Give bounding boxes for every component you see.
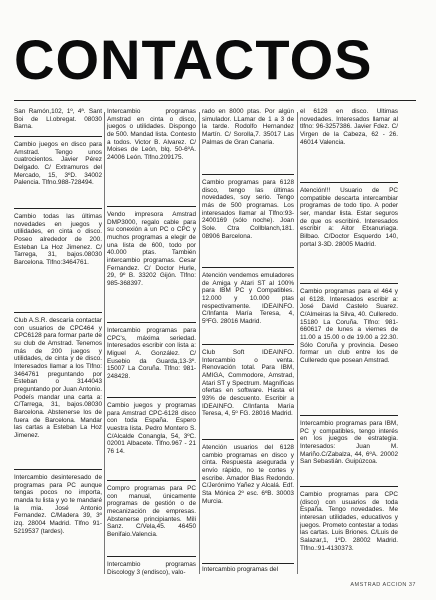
classified-ad: Cambio juegos y programas para Amstrad CPC-6128 disco con toda España. Espero vuestra lista. Pedro Montero S. C/Alcalde Conangla, 54, 3ºC. 02001 Albacete. Tlfno.967 - 21 76 14.: [107, 402, 196, 455]
ad-divider: [107, 480, 196, 481]
ad-divider: [300, 283, 398, 284]
classified-ad: Cambio programas para CPC (disco) con usuarios de toda España. Tengo novedades. Me interesan utilidades, educativos y juegos. Prometo contestar a todas las cartas. Luis Briones. C/Luis de Salazar,1, 1ºD. 28002 Madrid. Tlfno.:91-4130373.: [300, 491, 398, 552]
ad-divider: [14, 208, 102, 209]
column-divider: [297, 112, 298, 574]
classifieds-columns: [14, 108, 416, 578]
ad-divider: [107, 322, 196, 323]
column-divider: [199, 112, 200, 574]
ad-divider: [300, 486, 398, 487]
classified-ad: San Ramón,102, 1º, 4ª. Sant Boi de Ll.obregat. 08030 Barna.: [14, 108, 102, 131]
page-footer: AMSTRAD ACCION 37: [350, 582, 416, 588]
classified-ad: Intercambio programas para IBM, PC y compatibles, tengo interés en los juegos de estrategia. Interesados: Juan M. Mariño.C/Zabalza, 44, 6ºA. 20002 San Sebastián. Guipúzcoa.: [300, 420, 398, 466]
classified-ad: Cambio programas para 6128 disco, tengo las últimas novedades, soy serio. Tengo más de 500 programas. Los interesados llamar al Tlfno:93-2400169 (sólo noche). Joan Sole. Ctra Collblanch,181. 08906 Barcelona.: [202, 179, 294, 240]
title-rule: [14, 100, 416, 101]
column-1: [14, 108, 102, 578]
ad-divider: [202, 267, 294, 268]
column-3: [202, 108, 294, 578]
ad-divider: [107, 397, 196, 398]
ad-divider: [202, 174, 294, 175]
classified-ad: Intercambio programas para CPC's, máxima seriedad. Interesados escribir con lista a: Miguel A. González. C/ Eusebio da Guarda,13-3º. 15007 La Coruña. Tlfno: 981-248428.: [107, 327, 196, 380]
classified-ad: Cambio programas para el 464 y el 6128. Interesados escribir a: José David Castelo Suarez. C/Almeiras la Silva, 40. Culleredo. 15180 La Coruña. Tlfno: 981-660617 de lunes a viernes de 11.00 a 15.00 o de 19.00 a 22.30. Sólo Coruña y provincia. Deseo formar un club entre los de Culleredo que posean Amstrad.: [300, 288, 398, 364]
classified-ad: rado en 8000 ptas. Por algún simulador. LLamar de 1 a 3 de la tarde. Rodolfo Hernandez Martín. C/ Sorolla,7. 35017 Las Palmas de Gran Canaria.: [202, 108, 294, 146]
classified-ad: Club A.S.R. descaría contactar con usuarios de CPC464 y CPC6128 para formar parte de su club de Amstrad. Tenemos más de 200 juegos y utilidades, de cinta y de disco. Interesados llamar a los Tlfno: 3464761 preguntando por Esteban o 3144043 preguntando por Juan Antonio. Podeís mandar una carta a: C/Tarrega, 31, bajos.08030 Barcelona. Abstenerse los de fuera de Barcelona. Mandar las cartas a Esteban La Hoz Jimenez.: [14, 317, 102, 439]
ad-divider: [14, 312, 102, 313]
classified-ad: Intercambio desinteresado de programas para PC aunque tengas pocos no importa, manda tu lista y yo te mandaré la mia. José Antonio Fernandez. C/Madera 39, 3º izq. 28004 Madrid. Tlfno 91-5219537 (tardes).: [14, 474, 102, 535]
classified-ad: Intercambio programas Discology 3 (endisco), valo-: [107, 561, 196, 576]
classified-ad: Intercambio programas Amstrad en cinta o disco, juegos o utilidades. Dispongo de 500. Mandad lista. Contesto a todos. Victor B. Alvarez. C/ Moises de León, blq. 50-6ºA. 24006 León. Tlfno.209175.: [107, 108, 196, 161]
classified-ad: Cambio todas las últimas novedades en juegos y utilidades, en cinta o disco. Poseo alrededor de 200. Esteban La Hoz Jimenez. C/ Tarrega, 31, bajos.08030 Barcelona. Tlfno:3464761.: [14, 213, 102, 266]
ad-divider: [202, 563, 294, 564]
classified-ad: Atención vendemos emuladores de Amiga y Atari ST al 100% para IBM PC y Compatibles. 12.000 y 10.000 ptas respectivamente. IDEAINFO. C/Infanta María Teresa, 4, 5ºFG. 28016 Madrid.: [202, 272, 294, 325]
classified-ad: Intercambio programas del: [202, 566, 279, 573]
ad-divider: [107, 206, 196, 207]
classified-ad: Vendo impresora Amstrad DMP3000, regalo cable para su conexión a un PC o CPC y muchos programas a elegir de una lista de 600, todo por 40.000 ptas. También intercambio programas. Cesar Fernandez. C/ Doctor Hurle, 29, 9º B. 33202 Gijón. Tlfno: 985-368397.: [107, 211, 196, 287]
classified-ad: el 6128 en disco. Últimas novedades. Interesados llamar al tlfno: 96-3257386. Javier Fdez. C/ Virgen de la Cabeza, 62 - 26. 46014 Valencia.: [300, 108, 398, 146]
classified-ad: Atención!!! Usuario de PC compatible descarta intercambiar programas de todo tipo. A poder ser, mandar lista. Estar seguros de que os escribiré. Interesados escribir a: Aitor Etxanuriaga. Bilbao. C/Doctor Esquerdo 140, portal 3-3D. 28005 Madrid.: [300, 187, 398, 248]
ad-divider: [300, 415, 398, 416]
classified-ad: Club Soft IDEAINFO. Intercambio o venta. Renovación total. Para IBM, AMIGA, Commodore, Amstrad, Atari ST y Spectrum. Magníficas ofertas en software. Hasta el 93% de descuento. Escribir a IDEAINFO. C/Infanta María Teresa, 4, 5º FG. 28016 Madrid.: [202, 349, 294, 418]
column-4: [300, 108, 398, 578]
page-title: CONTACTOS: [14, 28, 373, 91]
classified-ad: Atención usuarios del 6128 cambio programas en disco y cinta. Respuesta asegurada y envío rápido, no te cortes y escribe. Amador Blas Redondo. C/Jerónimo Yañez y Alcalá. Edf. Sta Mónica 2º esc. 6ºB. 30003 Murcia.: [202, 444, 294, 505]
column-divider: [104, 112, 105, 574]
column-2: [107, 108, 196, 578]
ad-divider: [14, 136, 102, 137]
ad-divider: [202, 439, 294, 440]
ad-divider: [107, 556, 196, 557]
classified-ad: Compro programas para PC con manual, únicamente programas de gestión o de mecanización de empresas. Abstenerse principiantes. Mili Sanz. C/Vela,45. 46450 Benifaio.Valencia.: [107, 485, 196, 538]
classified-ad: Cambio juegos en disco para Amstrad. Tengo unos cuatrocientos. Javier Pérez Delgado. C/ Extramuros del Mercado, 15, 3ºD. 34002 Palencia. Tlfno.988-728494.: [14, 141, 102, 187]
ad-divider: [14, 469, 102, 470]
ad-divider: [202, 344, 294, 345]
ad-divider: [300, 182, 398, 183]
